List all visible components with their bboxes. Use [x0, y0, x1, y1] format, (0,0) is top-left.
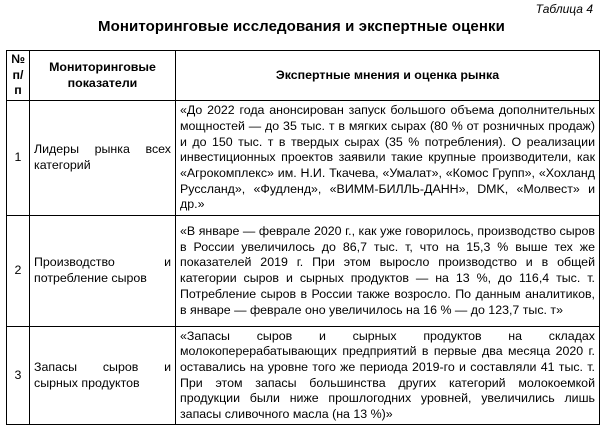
table-header-row	[7, 51, 600, 101]
row-indicator: Лидеры рынка всех категорий	[30, 101, 176, 216]
monitoring-table	[6, 50, 600, 425]
header-opinion: Экспертные мнения и оценка рынка	[176, 51, 600, 101]
row-indicator: Запасы сыров и сырных продуктов	[30, 327, 176, 425]
row-number: 3	[7, 327, 30, 425]
row-number: 2	[7, 216, 30, 327]
row-opinion: «В январе — феврале 2020 г., как уже говорилось, производство сыров в России увеличилось до 86,7 тыс. т, что на 15,3 % выше тех же показателей 2019 г. При этом выросло производство и в общей категории сыров и сырных продуктов — на 13 %, до 116,4 тыс. т. Потребление сыров в России также возросло. По данным аналитиков, в январе — феврале оно увеличилось на 16 % — до 123,7 тыс. т»	[176, 216, 600, 327]
table-row	[7, 216, 600, 327]
row-number: 1	[7, 101, 30, 216]
row-indicator: Производство и потребление сыров	[30, 216, 176, 327]
table-number: Таблица 4	[535, 2, 593, 16]
row-opinion: «Запасы сыров и сырных продуктов на складах молокоперерабатывающих предприятий в первые два месяца 2020 г. оставались на уровне того же периода 2019-го и составляли 41 тыс. т. При этом запасы большинства других категорий молокоемкой продукции были ниже прошлогодних уровней, увеличились лишь запасы сливочного масла (на 13 %)»	[176, 327, 600, 425]
row-opinion: «До 2022 года анонсирован запуск большого объема дополнительных мощностей — до 35 тыс. т в мягких сырах (80 % от розничных продаж) и до 150 тыс. т в твердых сырах (35 % потребления). О реализации инвестиционных проектов заявили такие крупные производители, как «Агрокомплекс» им. Н.И. Ткачева, «Умалат», «Комос Групп», «Хохланд Руссланд», «Фудленд», «ВИММ-БИЛЛЬ-ДАНН», DMK, «Молвест» и др.»	[176, 101, 600, 216]
header-indicator: Мониторинговые показатели	[30, 51, 176, 101]
table-row	[7, 327, 600, 425]
table-title: Мониторинговые исследования и экспертные оценки	[98, 18, 505, 35]
table-row	[7, 101, 600, 216]
header-num: № п/п	[7, 51, 30, 101]
